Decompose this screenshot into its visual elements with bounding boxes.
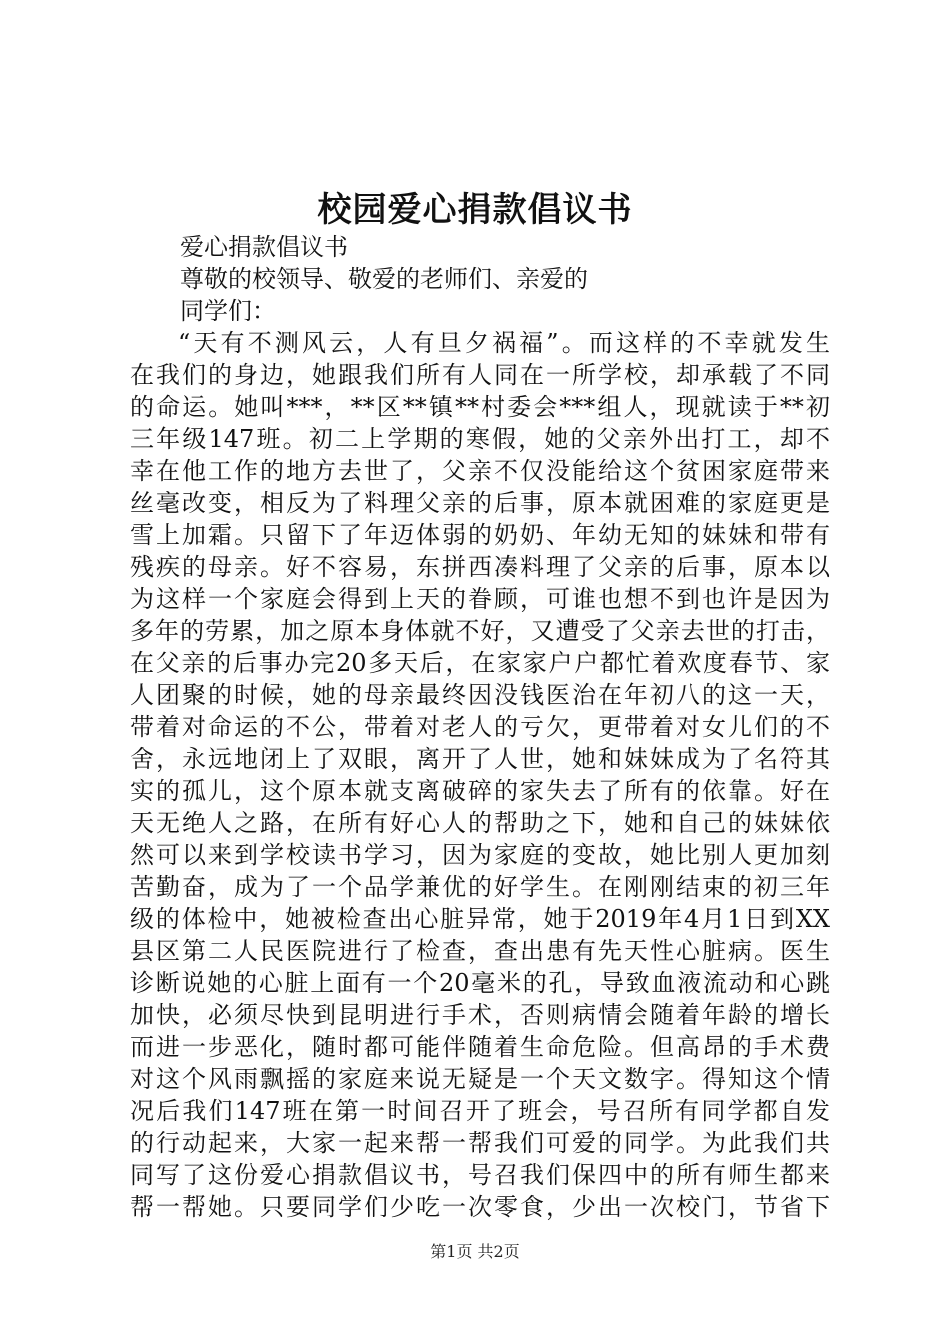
body-line: 天无绝人之路，在所有好心人的帮助之下，她和自己的妹妹依 [130, 809, 830, 837]
body-line: 多年的劳累，加之原本身体就不好，又遭受了父亲去世的打击， [130, 617, 830, 645]
document-subtitle: 爱心捐款倡议书 [180, 233, 348, 261]
document-title: 校园爱心捐款倡议书 [317, 190, 633, 230]
body-line: 加快，必须尽快到昆明进行手术，否则病情会随着年龄的增长 [130, 1001, 830, 1029]
body-line: 然可以来到学校读书学习，因为家庭的变故，她比别人更加刻 [130, 841, 830, 869]
body-line: 况后我们147班在第一时间召开了班会，号召所有同学都自发 [130, 1097, 830, 1125]
body-line: 在父亲的后事办完20多天后，在家家户户都忙着欢度春节、家 [130, 649, 830, 677]
body-line: “天有不测风云，人有旦夕祸福”。而这样的不幸就发生 [178, 329, 830, 357]
body-line: 雪上加霜。只留下了年迈体弱的奶奶、年幼无知的妹妹和带有 [130, 521, 830, 549]
body-line: 实的孤儿，这个原本就支离破碎的家失去了所有的依靠。好在 [130, 777, 830, 805]
body-line: 帮一帮她。只要同学们少吃一次零食，少出一次校门，节省下 [130, 1193, 830, 1221]
body-line: 舍，永远地闭上了双眼，离开了人世，她和妹妹成为了名符其 [130, 745, 830, 773]
body-line: 的行动起来，大家一起来帮一帮我们可爱的同学。为此我们共 [130, 1129, 830, 1157]
page-footer: 第1页 共2页 [430, 1242, 520, 1261]
body-line: 的命运。她叫***，**区**镇**村委会***组人，现就读于**初 [130, 393, 830, 421]
body-line: 级的体检中，她被检查出心脏异常，她于2019年4月1日到XX [130, 905, 830, 933]
body-line: 而进一步恶化，随时都可能伴随着生命危险。但高昂的手术费 [130, 1033, 830, 1061]
body-line: 残疾的母亲。好不容易，东拼西凑料理了父亲的后事，原本以 [130, 553, 830, 581]
body-line: 幸在他工作的地方去世了，父亲不仅没能给这个贫困家庭带来 [130, 457, 830, 485]
salutation-line-1: 尊敬的校领导、敬爱的老师们、亲爱的 [180, 265, 588, 293]
document-body [130, 327, 830, 1223]
body-line: 县区第二人民医院进行了检查，查出患有先天性心脏病。医生 [130, 937, 830, 965]
body-line: 三年级147班。初二上学期的寒假，她的父亲外出打工，却不 [130, 425, 830, 453]
body-line: 丝毫改变，相反为了料理父亲的后事，原本就困难的家庭更是 [130, 489, 830, 517]
body-line: 带着对命运的不公，带着对老人的亏欠，更带着对女儿们的不 [130, 713, 830, 741]
body-line: 诊断说她的心脏上面有一个20毫米的孔，导致血液流动和心跳 [130, 969, 830, 997]
body-line: 人团聚的时候，她的母亲最终因没钱医治在年初八的这一天， [130, 681, 830, 709]
body-line: 同写了这份爱心捐款倡议书，号召我们保四中的所有师生都来 [130, 1161, 830, 1189]
body-line: 为这样一个家庭会得到上天的眷顾，可谁也想不到也许是因为 [130, 585, 830, 613]
salutation-line-2: 同学们： [180, 297, 276, 325]
body-line: 对这个风雨飘摇的家庭来说无疑是一个天文数字。得知这个情 [130, 1065, 830, 1093]
body-line: 苦勤奋，成为了一个品学兼优的好学生。在刚刚结束的初三年 [130, 873, 830, 901]
body-line: 在我们的身边，她跟我们所有人同在一所学校，却承载了不同 [130, 361, 830, 389]
